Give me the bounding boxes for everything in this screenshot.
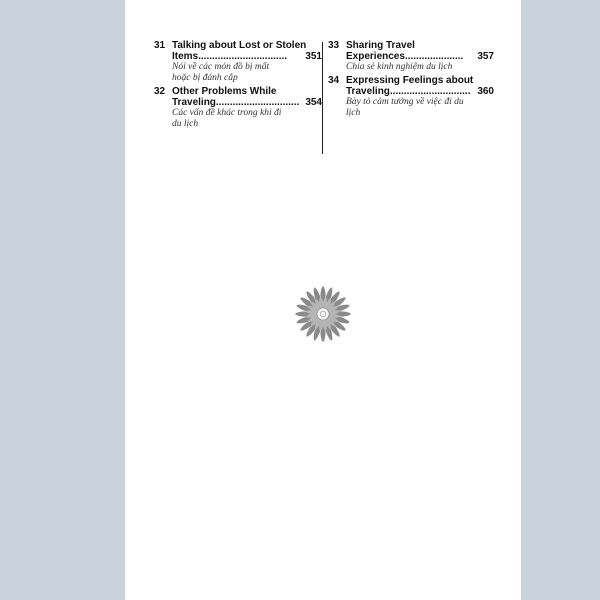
page-number: 357: [477, 51, 494, 62]
vietnamese-subtitle: Nói về các món đồ bị mất: [172, 62, 270, 72]
leader-dots: ................................: [198, 51, 288, 62]
chapter-title-lead: [346, 86, 494, 97]
toc-entry-31[interactable]: [154, 40, 322, 84]
chapter-title: Other Problems While: [172, 86, 277, 97]
leader-dots: ..............................: [215, 97, 300, 108]
vietnamese-subtitle: Các vấn đề khác trong khi đi: [172, 108, 282, 118]
chapter-title: Talking about Lost or Stolen: [172, 40, 307, 51]
chapter-number: 31: [154, 40, 166, 51]
chapter-title-continued: Traveling: [346, 86, 390, 97]
chapter-title-lead: [172, 51, 322, 62]
chapter-title-continued: Experiences: [346, 51, 405, 62]
vietnamese-subtitle-continued: du lịch: [172, 119, 199, 129]
toc-column-right: [328, 40, 494, 121]
chapter-number: 33: [328, 40, 340, 51]
chapter-title-continued: Traveling: [172, 97, 216, 108]
column-divider: [322, 42, 323, 154]
chapter-number: 34: [328, 75, 340, 86]
vietnamese-subtitle-continued: hoặc bị đánh cắp: [172, 73, 238, 83]
chapter-title-lead: [346, 51, 494, 62]
vietnamese-subtitle: Bày tỏ cảm tưởng về việc đi du: [346, 97, 464, 107]
toc-column-left: [154, 40, 322, 132]
book-page: [125, 0, 521, 600]
leader-dots: .............................: [389, 86, 471, 97]
toc-entry-34[interactable]: [328, 75, 494, 119]
toc-entry-33[interactable]: [328, 40, 494, 73]
chapter-number: 32: [154, 86, 166, 97]
toc-entry-32[interactable]: [154, 86, 322, 130]
chapter-title-continued: Items: [172, 51, 199, 62]
vietnamese-subtitle-continued: lịch: [346, 108, 361, 118]
page-number: 354: [305, 97, 322, 108]
page-number: 360: [477, 86, 494, 97]
chapter-title: Expressing Feelings about: [346, 75, 474, 86]
chapter-title-lead: [172, 97, 322, 108]
page-number: 351: [305, 51, 322, 62]
leader-dots: .....................: [404, 51, 464, 62]
vietnamese-subtitle: Chia sẻ kinh nghiệm du lịch: [346, 62, 453, 72]
flower-ornament-icon: [295, 286, 351, 342]
chapter-title: Sharing Travel: [346, 40, 415, 51]
table-of-contents: [154, 40, 494, 154]
